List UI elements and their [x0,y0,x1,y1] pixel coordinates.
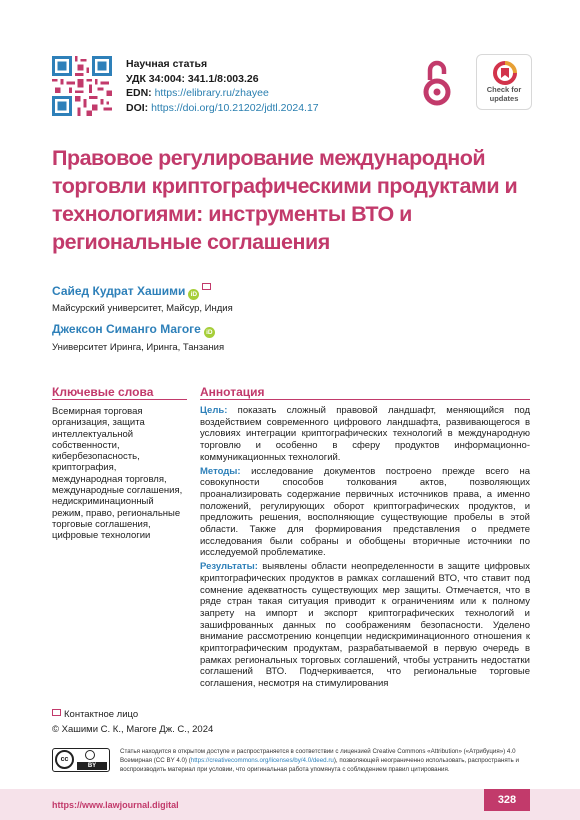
orcid-icon[interactable]: iD [188,289,199,300]
journal-url-link[interactable]: https://www.lawjournal.digital [52,800,179,810]
abstract-divider [200,399,530,400]
udc-code: УДК 34:004: 341.1/8:003.26 [126,72,259,85]
cc-by-license-badge[interactable] [52,748,110,772]
author-affiliation: Майсурский университет, Майсур, Индия [52,303,233,314]
contact-note [52,709,138,720]
keywords-heading: Ключевые слова [52,385,154,399]
section-text: выявлены области неопределенности в защите цифровых криптографических продуктов в рамках соглашений ВТО, что ставит под сомнение адекватность существующих мер защиты. Отмечается, что в ряде стран такая ситуация приводит к ограничениям или к полному запрету на импорт и экспорт криптографических технологий и зашифрованных данных по соображениям безопасности. Уделено внимание рассмотрению концепции недискриминационного отношения к криптографическим продуктам, разрабатываемой в первую очередь в рамках региональных торговых соглашений, чтобы устранить недостатки соглашений ВТО. Подчеркивается, что региональные торговые соглашения, несмотря на стимулирования [200,561,530,690]
contact-label: Контактное лицо [64,709,139,720]
mail-icon[interactable] [202,283,211,290]
license-text-before: Статья находится в открытом доступе и распространяется в соответствии с лицензией Creative Commons «Attribution» («Атрибуция») 4.0 Всемирная (CC BY 4.0) ( [120,748,516,765]
section-label: Результаты: [200,561,258,573]
edn-link[interactable]: https://elibrary.ru/zhayee [154,87,269,100]
section-text: исследование документов построено прежде всего на совокупности способов толкования актов, позволяющих проанализировать содержание первичных источников права, а именно положений, регулирующих оборот криптографических продуктов, и предложить решения, восполняющие существующие пробелы в этой области. Также для формирования представления о предмете исследования были собраны и обобщены вторичные источники по исследуемой проблематике. [200,465,530,559]
check-for-updates-badge[interactable] [476,54,532,110]
article-title: Правовое регулирование международной торговли криптографическими продуктами и технологиями: инструменты ВТО и региональные соглашения [52,146,518,254]
copyright: © Хашими С. К., Магоге Дж. С., 2024 [52,724,214,735]
attribution-icon [85,750,95,760]
doi-label: DOI: [126,101,149,114]
article-header [52,56,532,118]
mail-icon [52,709,61,716]
author-name[interactable]: Джексон Симанго Магоге [52,322,201,336]
section-label: Цель: [200,405,228,416]
keywords-list: Всемирная торговая организация, защита интеллектуальной собственности, кибербезопасность, криптография, международная торговля, международные соглашения, недискриминационный режим, право, региональные торговые соглашения, цифровые технологии [52,406,183,542]
author-1 [52,283,211,300]
open-access-icon [422,58,452,108]
abstract-section-results [200,561,530,690]
abstract-section-methods [200,466,530,560]
author-name[interactable]: Сайед Кудрат Хашими [52,284,186,298]
license-text [120,747,532,775]
edn-line [126,86,319,101]
author-affiliation: Университет Иринга, Иринга, Танзания [52,342,225,353]
cc-icon: cc [55,750,74,769]
qr-code-icon [52,56,112,116]
doi-line [126,101,319,116]
license-text-after: ), позволяющей неограниченно использовать, распространять и воспроизводить материал при условии, что оригинальная работа упомянута с соблюдением правил цитирования. [120,757,519,774]
check-for-updates-icon [492,61,518,85]
section-text: показать сложный правовой ландшафт, меняющийся под воздействием современного цифрового ландшафта, развивающегося в условиях интеграции криптографических технологий в международную торговлю и особенно в сферу продуктов информационно-коммуникационных технологий. [200,405,530,463]
section-label: Методы: [200,465,241,477]
article-type: Научная статья [126,58,208,70]
abstract-heading: Аннотация [200,385,265,399]
license-link[interactable]: https://creativecommons.org/licenses/by/4.0/deed.ru [190,757,334,765]
by-label: BY [77,762,107,770]
doi-link[interactable]: https://doi.org/10.21202/jdtl.2024.17 [151,101,319,114]
orcid-icon[interactable]: iD [204,327,215,338]
abstract-section-goal [200,405,530,464]
check-for-updates-label: Check for updates [486,85,522,103]
edn-label: EDN: [126,87,152,100]
author-2 [52,322,215,338]
article-metadata [126,57,319,115]
keywords-divider [52,399,187,400]
page-number: 328 [484,789,530,811]
abstract-body [200,405,530,692]
page-footer [0,789,580,820]
